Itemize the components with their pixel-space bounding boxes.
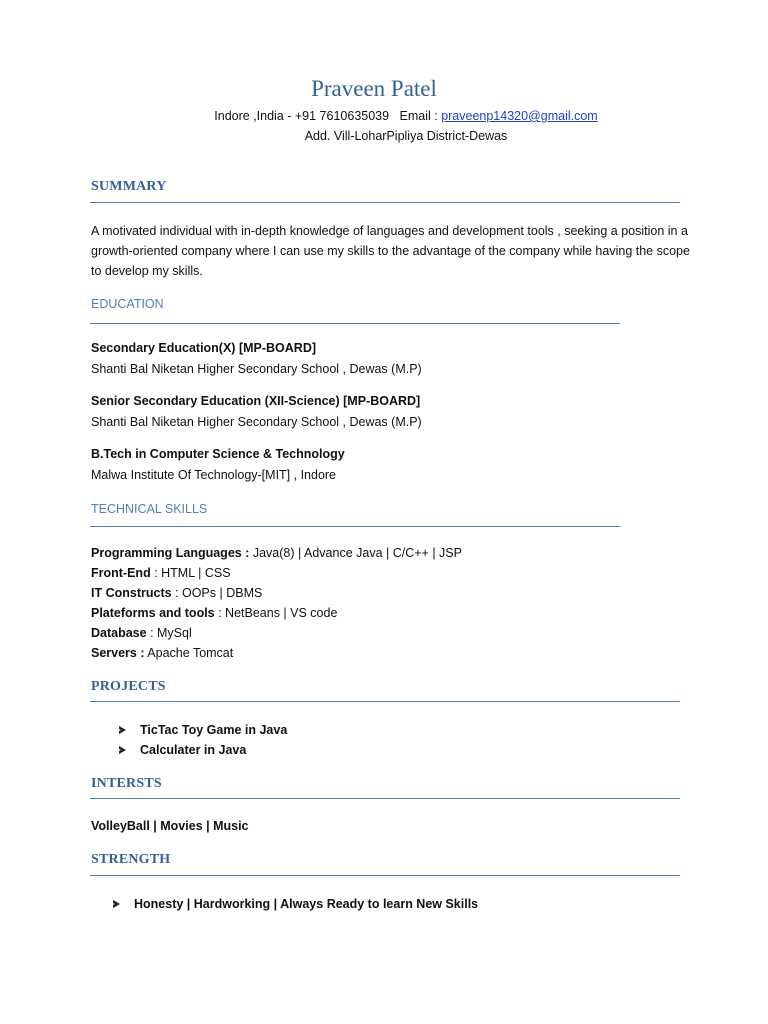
- skill-row: [91, 646, 233, 660]
- summary-heading: SUMMARY: [91, 179, 167, 194]
- education-divider: [90, 323, 620, 324]
- education-school: Shanti Bal Niketan Higher Secondary School , Dewas (M.P): [91, 362, 422, 376]
- strength-divider: [90, 875, 680, 876]
- skill-value: Apache Tomcat: [144, 646, 234, 660]
- skill-label: Database: [91, 626, 147, 640]
- strength-label: Honesty | Hardworking | Always Ready to learn New Skills: [134, 897, 479, 911]
- email-link[interactable]: praveenp14320@gmail.com: [441, 109, 598, 123]
- arrow-bullet-icon: [113, 900, 120, 908]
- skill-row: [91, 626, 192, 640]
- skills-heading: TECHNICAL SKILLS: [91, 502, 208, 516]
- education-degree: Secondary Education(X) [MP-BOARD]: [91, 341, 317, 355]
- education-heading: EDUCATION: [91, 297, 164, 311]
- contact-line: [0, 109, 768, 123]
- summary-divider: [90, 202, 680, 203]
- interests-text: VolleyBall | Movies | Music: [91, 819, 249, 833]
- skill-label: Front-End: [91, 566, 151, 580]
- address-line: Add. Vill-LoharPipliya District-Dewas: [304, 129, 508, 143]
- strength-heading: STRENGTH: [91, 852, 171, 867]
- arrow-bullet-icon: [119, 746, 126, 754]
- project-item: [119, 743, 246, 757]
- strength-item: [113, 897, 478, 911]
- project-label: Calculater in Java: [140, 743, 247, 757]
- project-item: [119, 723, 287, 737]
- arrow-bullet-icon: [119, 726, 126, 734]
- project-label: TicTac Toy Game in Java: [140, 723, 288, 737]
- education-degree: B.Tech in Computer Science & Technology: [91, 447, 345, 461]
- interests-divider: [90, 798, 680, 799]
- projects-heading: PROJECTS: [91, 679, 166, 694]
- skill-value: : HTML | CSS: [150, 566, 231, 580]
- projects-divider: [90, 701, 680, 702]
- education-school: Shanti Bal Niketan Higher Secondary School , Dewas (M.P): [91, 415, 422, 429]
- candidate-name: Praveen Patel: [311, 76, 437, 101]
- skill-row: [91, 586, 262, 600]
- interests-heading: INTERSTS: [91, 776, 162, 791]
- skill-value: : OOPs | DBMS: [171, 586, 263, 600]
- skill-row: [91, 606, 337, 620]
- skill-row: [91, 546, 462, 560]
- education-school: Malwa Institute Of Technology-[MIT] , Indore: [91, 468, 337, 482]
- skill-label: Programming Languages :: [91, 546, 250, 560]
- skill-label: Servers :: [91, 646, 145, 660]
- skill-value: Java(8) | Advance Java | C/C++ | JSP: [249, 546, 462, 560]
- skill-value: : NetBeans | VS code: [214, 606, 338, 620]
- education-degree: Senior Secondary Education (XII-Science) [MP-BOARD]: [91, 394, 421, 408]
- skill-label: Plateforms and tools: [91, 606, 215, 620]
- skill-label: IT Constructs: [91, 586, 172, 600]
- skills-divider: [90, 526, 620, 527]
- skill-row: [91, 566, 231, 580]
- skill-value: : MySql: [146, 626, 192, 640]
- summary-text: A motivated individual with in-depth knowledge of languages and development tools , seeking a position in a growth-oriented company where I can use my skills to the advantage of the company while having the scope to develop my skills.: [91, 224, 690, 278]
- contact-text: Indore ,India - +91 7610635039 Email :: [214, 109, 442, 123]
